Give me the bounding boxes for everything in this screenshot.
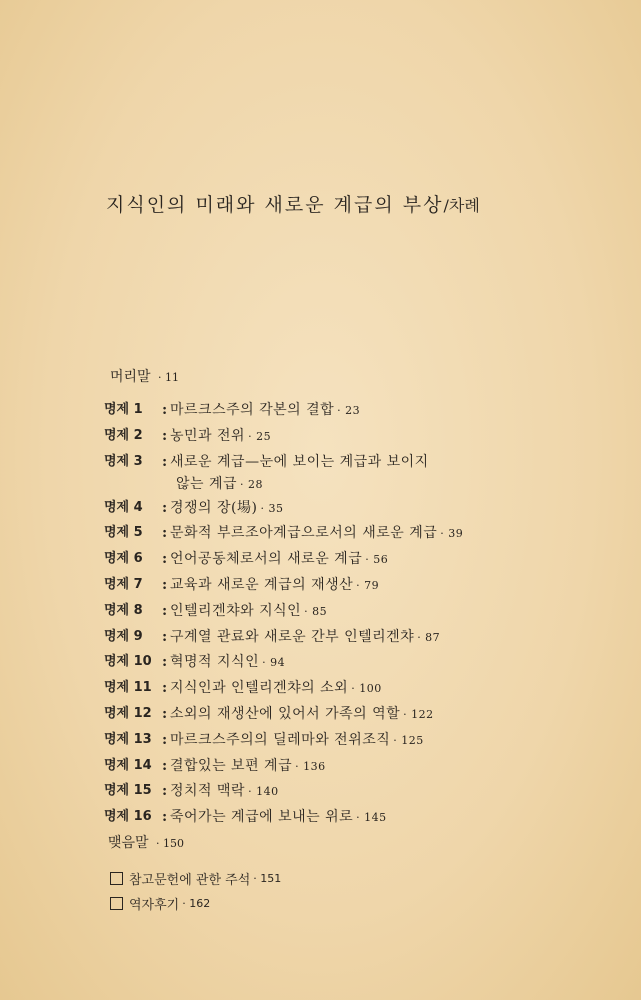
title-main: 지식인의 미래와 새로운 계급의 부상 xyxy=(106,194,444,216)
toc-entry[interactable]: 명제 3 : 새로운 계급—눈에 보이는 계급과 보이지 않는 계급 · 28 xyxy=(104,452,564,498)
toc-entry[interactable]: 명제 11 : 지식인과 인텔리겐챠의 소외 · 100 xyxy=(104,678,564,704)
appendix-page: · 162 xyxy=(182,897,211,910)
entry-label: 명제 13 xyxy=(104,731,152,747)
square-box-icon xyxy=(110,872,123,885)
entry-page: · 100 xyxy=(351,682,382,696)
appendix-entry[interactable] xyxy=(110,866,281,891)
toc-entry[interactable]: 명제 6 : 언어공동체로서의 새로운 계급 · 56 xyxy=(104,549,564,575)
entry-page: · 23 xyxy=(337,404,361,417)
entry-label: 명제 3 xyxy=(104,453,143,469)
entry-label: 명제 2 xyxy=(104,427,143,443)
entry-text: 소외의 재생산에 있어서 가족의 역할 xyxy=(170,705,401,722)
toc-entry[interactable]: 명제 10 : 혁명적 지식인 · 94 xyxy=(104,652,564,678)
entry-page: · 25 xyxy=(248,429,272,443)
entry-label: 명제 16 xyxy=(104,809,152,825)
toc-entry[interactable]: 명제 4 : 경쟁의 장(場) · 35 xyxy=(104,498,564,524)
page-title xyxy=(106,190,480,217)
entry-text: 언어공동체로서의 새로운 계급 xyxy=(170,551,363,568)
entry-page: · 136 xyxy=(295,759,326,773)
toc-preface[interactable] xyxy=(110,366,179,386)
entry-label: 명제 14 xyxy=(104,757,152,773)
entry-text: 교육과 새로운 계급의 재생산 xyxy=(170,576,354,593)
entry-label: 명제 1 xyxy=(104,402,143,417)
entry-text: 경쟁의 장(場) xyxy=(170,499,258,516)
entry-label: 명제 8 xyxy=(104,602,143,618)
title-suffix: 차례 xyxy=(448,196,480,215)
entry-text-line2: 않는 계급 xyxy=(176,475,238,492)
entry-page: · 35 xyxy=(260,501,284,515)
title-separator: / xyxy=(443,196,449,215)
entry-page: · 122 xyxy=(403,707,434,721)
entry-text: 문화적 부르조아계급으로서의 새로운 계급 xyxy=(170,525,438,542)
entry-page: · 56 xyxy=(365,553,389,567)
entry-label: 명제 11 xyxy=(104,680,152,696)
entry-text: 인텔리겐챠와 지식인 xyxy=(170,602,302,619)
entry-page: · 94 xyxy=(262,656,286,670)
preface-label: 머리말 xyxy=(110,369,151,385)
entry-label: 명제 15 xyxy=(104,783,152,799)
toc-list xyxy=(104,400,564,833)
entry-text: 혁명적 지식인 xyxy=(170,654,260,671)
entry-label: 명제 12 xyxy=(104,705,152,721)
entry-text: 마르크스주의의 딜레마와 전위조직 xyxy=(170,731,391,748)
entry-page: · 39 xyxy=(440,527,464,541)
entry-page: · 145 xyxy=(356,811,387,825)
appendix-page: · 151 xyxy=(253,872,282,885)
entry-label: 명제 7 xyxy=(104,576,143,592)
toc-entry[interactable]: 명제 14 : 결합있는 보편 계급 · 136 xyxy=(104,756,564,782)
entry-label: 명제 5 xyxy=(104,525,143,541)
epilogue-label: 맺음말 xyxy=(108,835,149,851)
entry-text: 지식인과 인텔리겐챠의 소외 xyxy=(170,680,349,697)
square-box-icon xyxy=(110,897,123,910)
toc-entry[interactable]: 명제 2 : 농민과 전위 · 25 xyxy=(104,426,564,452)
toc-epilogue[interactable] xyxy=(108,832,184,852)
toc-entry[interactable]: 명제 8 : 인텔리겐챠와 지식인 · 85 xyxy=(104,601,564,627)
toc-entry[interactable]: 명제 12 : 소외의 재생산에 있어서 가족의 역할 · 122 xyxy=(104,704,564,730)
preface-page: · 11 xyxy=(158,371,180,384)
entry-page: · 79 xyxy=(356,578,380,592)
entry-page: · 87 xyxy=(417,630,441,644)
entry-page: · 125 xyxy=(393,733,424,747)
toc-entry[interactable]: 명제 5 : 문화적 부르조아계급으로서의 새로운 계급 · 39 xyxy=(104,523,564,549)
entry-page: · 85 xyxy=(304,604,328,618)
entry-label: 명제 9 xyxy=(104,628,143,644)
toc-appendix xyxy=(110,866,281,916)
entry-text: 구계열 관료와 새로운 간부 인텔리겐챠 xyxy=(170,628,415,645)
appendix-text: 참고문헌에 관한 주석 xyxy=(129,873,251,888)
entry-page: · 140 xyxy=(248,785,279,799)
entry-text: 결합있는 보편 계급 xyxy=(170,757,293,774)
entry-label: 명제 10 xyxy=(104,654,152,670)
toc-entry[interactable]: 명제 9 : 구계열 관료와 새로운 간부 인텔리겐챠 · 87 xyxy=(104,627,564,653)
toc-entry[interactable]: 명제 13 : 마르크스주의의 딜레마와 전위조직 · 125 xyxy=(104,730,564,756)
entry-text: 정치적 맥락 xyxy=(170,783,246,800)
entry-page: · 28 xyxy=(240,477,264,491)
epilogue-page: · 150 xyxy=(156,837,185,850)
entry-text: 농민과 전위 xyxy=(170,427,246,444)
entry-text: 새로운 계급—눈에 보이는 계급과 보이지 xyxy=(170,453,429,470)
entry-text: 죽어가는 계급에 보내는 위로 xyxy=(170,809,354,826)
toc-entry[interactable]: 명제 7 : 교육과 새로운 계급의 재생산 · 79 xyxy=(104,575,564,601)
toc-entry[interactable]: 명제 15 : 정치적 맥락 · 140 xyxy=(104,781,564,807)
entry-text: 마르크스주의 각본의 결합 xyxy=(170,402,335,418)
toc-entry[interactable]: 명제 1 : 마르크스주의 각본의 결합 · 23 xyxy=(104,400,564,426)
entry-label: 명제 6 xyxy=(104,551,143,567)
appendix-entry[interactable] xyxy=(110,891,281,916)
appendix-text: 역자후기 xyxy=(129,898,180,913)
toc-entry[interactable]: 명제 16 : 죽어가는 계급에 보내는 위로 · 145 xyxy=(104,807,564,833)
entry-label: 명제 4 xyxy=(104,499,143,515)
